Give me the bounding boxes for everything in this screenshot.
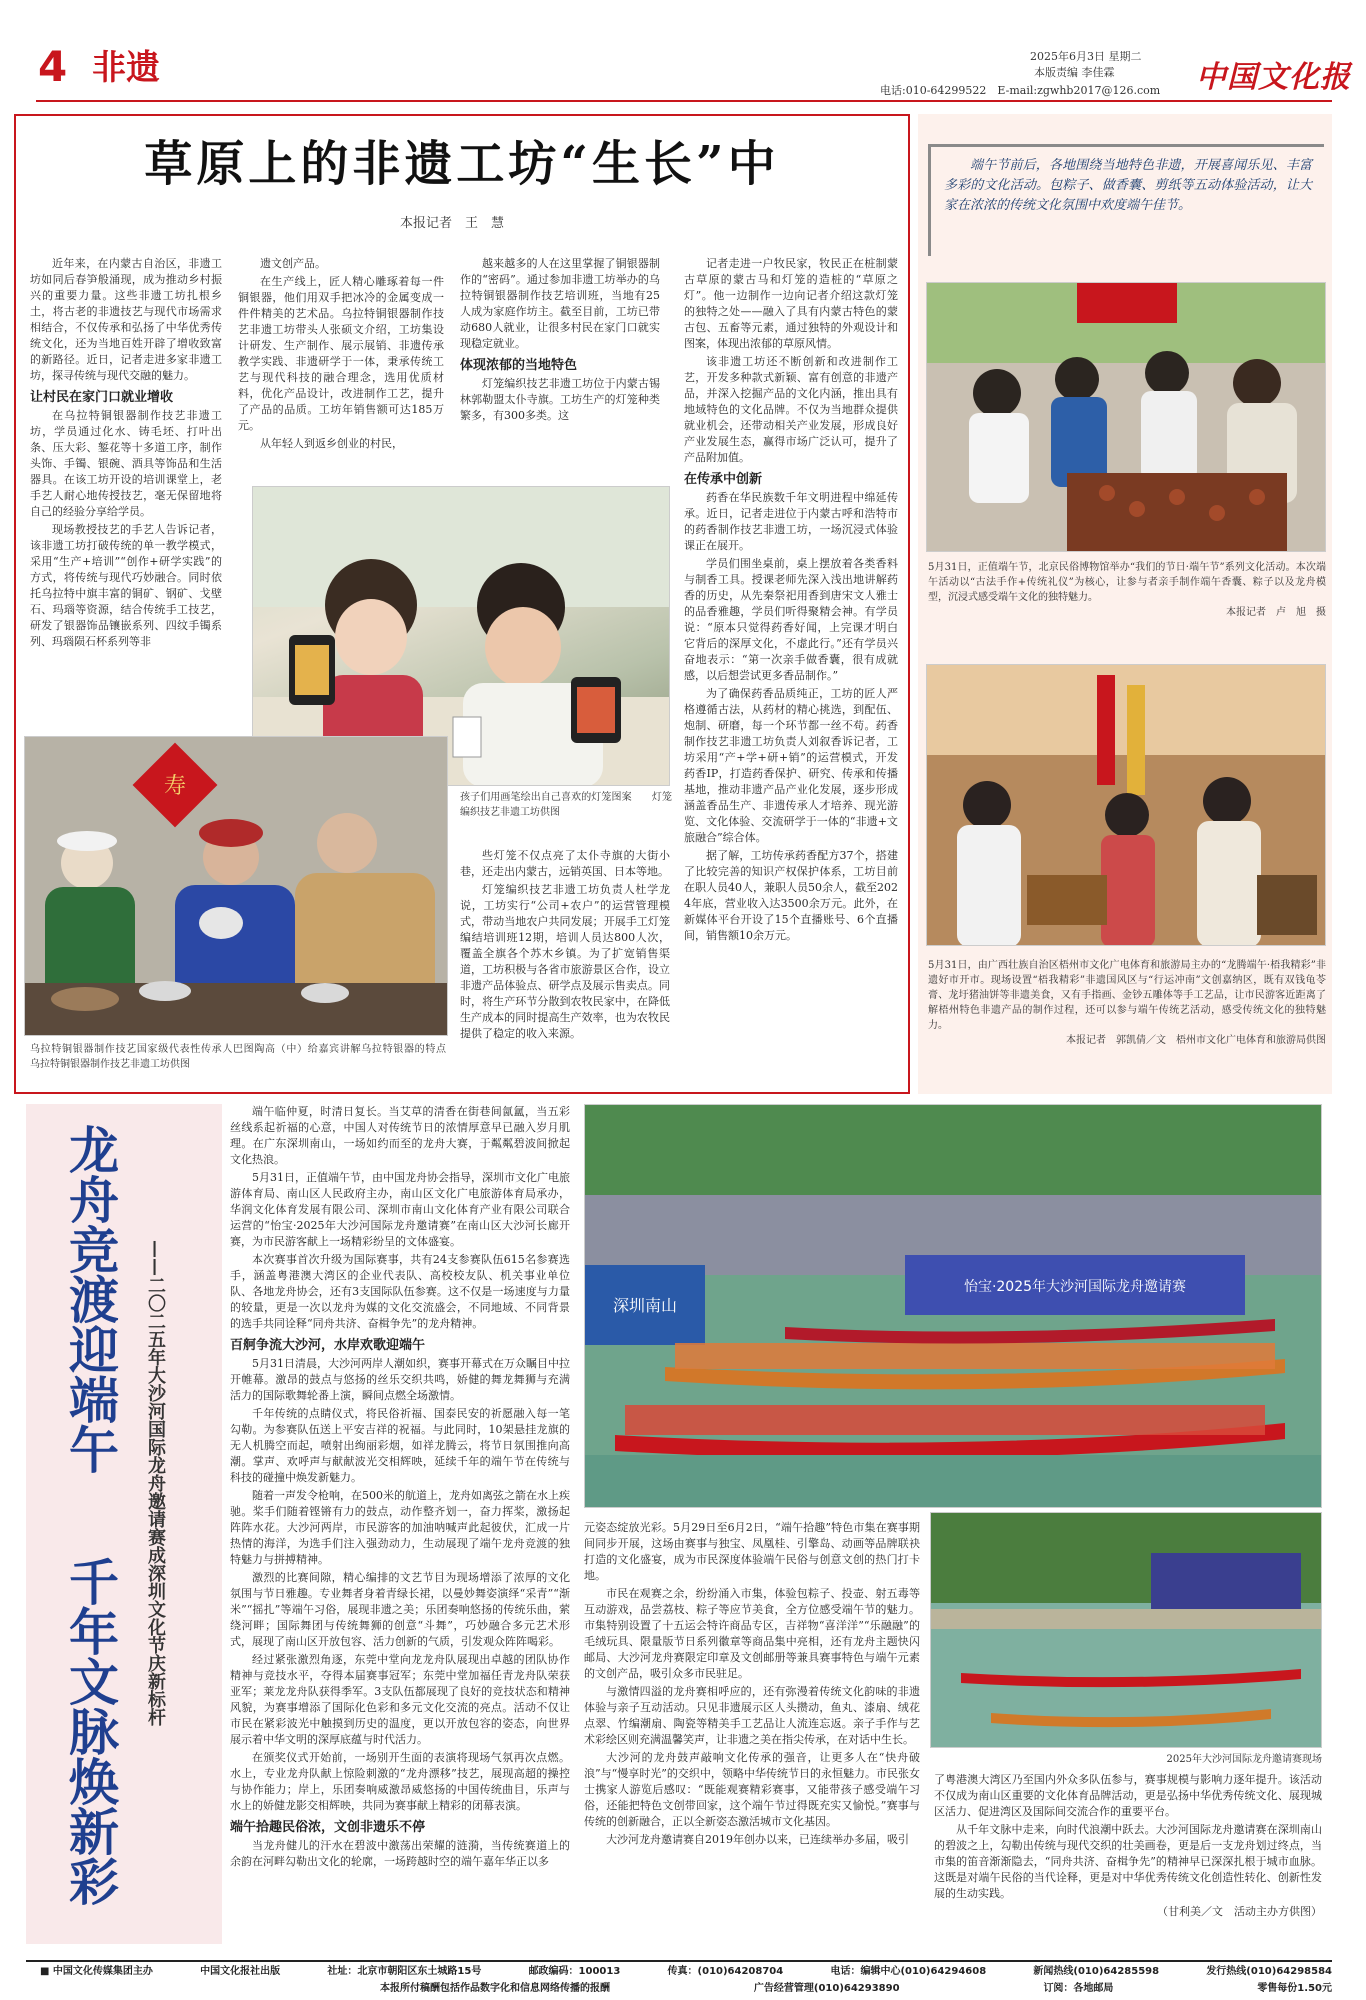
subhead-race: 百舸争流大沙河，水岸欢歌迎端午 <box>230 1338 426 1353</box>
subhead-folk: 端午拾趣民俗浓，文创非遗乐不停 <box>230 1820 426 1835</box>
sidebar-intro-text: 端午节前后，各地围绕当地特色非遗，开展喜闻乐见、丰富多彩的文化活动。包粽子、做香囊、剪纸等五动体验活动，让大家在浓浓的传统文化氛围中欢度端午佳节。 <box>944 158 1312 213</box>
dragon-col-3: 了粤港澳大湾区乃至国内外众多队伍参与，赛事规模与影响力逐年提升。该活动不仅成为南山区重要的文化体育品牌活动，更是弘扬中华优秀传统文化、展现城区活力、促进湾区及国际间交流合作的重要平台。 从千年文脉中走来，向时代浪潮中跃去。大沙河国际龙舟邀请赛在深圳南山的碧波之上，勾勒出传统与现代交织的壮美画卷，更是后一支龙舟划过终点，当市集的笛音渐渐隐去，“同舟共济、奋楫争先”的精神早已深深扎根于城市血脉。这既是对端午民俗的当代诠释，更是对中华优秀传统文化创造性转化、创新性发展的生动实践。 （甘利美／文 活动主办方供图） <box>934 1773 1322 1918</box>
footer-rule-top <box>26 1960 1332 1962</box>
lead-story-title: 草原上的非遗工坊“生长”中 <box>144 136 780 192</box>
dragon-boat-race-illustration <box>585 1105 1322 1508</box>
footer-price: 零售每份1.50元 <box>1257 1983 1332 1994</box>
sidebar-photo2-credit: 本报记者 郭凯倩／文 梧州市文化广电体育和旅游局供图 <box>1066 1035 1326 1046</box>
lead-col-1: 近年来，在内蒙古自治区，非遗工坊如同后春笋般涌现，成为推动乡村振兴的重要力量。这些非遗工坊扎根乡土，将古老的非遗技艺与现代市场需求相结合，不仅传承和弘扬了中华优秀传统文化，还为当地百姓开辟了增收致富的新路径。近日，记者走进多家非遗工坊，探寻传统与现代交融的魅力。 让村民在家门口就业增收 在乌拉特铜银器制作技艺非遗工坊，学员通过化水、铸毛坯、打叶出条、压大彩、錾花等十多道工序，制作头饰、手镯、银碗、酒具等饰品和生活器具。在该工坊开设的培训课堂上，老手艺人耐心地传授技艺，毫无保留地将自己的经验分享给学员。 现场教授技艺的手艺人告诉记者，该非遗工坊打破传统的单一教学模式，采用“生产+培训”“创作+研学实践”的方式，将传统与现代巧妙融合。同时依托乌拉特中旗丰富的铜矿、钢矿、戈壁石、玛瑙等资源，结合传统手工技艺，研发了银器饰品镶嵌系列、四纹手镯系列、玛瑙陨石杯系列等非 <box>30 257 222 648</box>
header-rule <box>36 100 1332 102</box>
footer-hotline: 新闻热线(010)64285598 <box>1033 1966 1160 1977</box>
footer-subscribe: 订阅：各地邮局 <box>1043 1983 1114 1994</box>
footer-royalty: 本报所付稿酬包括作品数字化和信息网络传播的报酬 <box>380 1983 610 1994</box>
silverware-photo-caption: 乌拉特铜银器制作技艺国家级代表性传承人巴图陶高（中）给嘉宾讲解乌拉特银器的特点 乌拉特铜银器制作技艺非遗工坊供图 <box>30 1044 516 1070</box>
dragon-col-2: 元姿态绽放光彩。5月29日至6月2日，“端午拾趣”特色市集在赛事期间同步开展，这场由赛事与独宝、凤凰桂、引擎岛、动画等品牌联袂打造的文化盛宴，成为市民深度体验端午民俗与创意文创的热门打卡地。 市民在观赛之余，纷纷涌入市集，体验包粽子、投壶、射五毒等互动游戏，品尝荔枝、粽子等应节美食，全方位感受端午节的魅力。市集特别设置了十五运会特许商品专区，吉祥物“喜洋洋”“乐融融”的毛绒玩具、限量版节日系列徽章等商品集中亮相，还有龙舟主题快闪邮局、大沙河龙舟赛限定印章及文创邮册等兼具赛事特色与端午元素的文创产品，吸引众多市民驻足。 与激情四溢的龙舟赛相呼应的，还有弥漫着传统文化韵味的非遗体验与亲子互动活动。只见非遗展示区人头攒动，鱼丸、漆扇、绒花点翠、竹编潮扇、陶瓷等精美手工艺品让人流连忘返。亲子手作与艺术彩绘区则充满温馨笑声，让非遗之美在指尖传承，在对话中生长。 大沙河的龙舟鼓声敲响文化传承的强音，让更多人在“快舟破浪”与“慢享时光”的交织中，领略中华传统节日的永恒魅力。市民张女士携家人游览后感叹：“既能观赛精彩赛事，又能带孩子感受端午习俗，还能把特色文创带回家，这个端午节过得既充实又愉悦。”赛事与传统的创新融合，正以全新姿态激活城市文化基因。 大沙河龙舟邀请赛自2019年创办以来，已连续举办多届，吸引 <box>584 1521 920 1846</box>
footer-postcode: 邮政编码：100013 <box>528 1966 621 1977</box>
silverware-craftsman-illustration <box>25 737 448 1036</box>
page-header <box>0 0 1366 100</box>
lead-col-4: 记者走进一户牧民家，牧民正在桩制蒙古草原的蒙古马和灯笼的造桩的“草原之灯”。他一边制作一边向记者介绍这款灯笼的独特之处——融入了具有内蒙古特色的蒙古包、五畜等元素，通过独特的外观设计和图案，体现出浓郁的草原风情。 该非遗工坊还不断创新和改进制作工艺，开发多种款式新颖、富有创意的非遗产品，并深入挖掘产品的文化内涵，推出具有地域特色的文化品牌。不仅为当地群众提供就业机会，还带动相关产业发展，形成良好产业发展生态，赢得市场广泛认可，提升了产品附加值。 在传承中创新 药香在华民族数千年文明进程中绵延传承。近日，记者走进位于内蒙古呼和浩特市的药香制作技艺非遗工坊，一场沉浸式体验课正在展开。 学员们围坐桌前，桌上摆放着各类香料与制香工具。授课老师先深入浅出地讲解药香的历史，从先秦祭祀用香到唐宋文人雅士的品香雅趣，学员们听得聚精会神。有学员说：“原本只觉得药香好闻，上完课才明白它背后的深厚文化，不虚此行。”还有学员兴奋地表示：“第一次亲手做香囊，很有成就感，以后想尝试更多香品制作。” 为了确保药香品质纯正，工坊的匠人严格遵循古法，从药材的精心挑选，到配伍、炮制、研磨，每一个环节都一丝不苟。药香制作技艺非遗工坊负责人刘叙香诉记者，工坊采用“产+学+研+销”的运营模式，开发药香IP，打造药香保护、研究、传承和传播基地，推动非遗产品产业化发展，逐步形成涵盖香品生产、非遗传承人才培养、现光游览、文化体验、交流研学于一体的“非遗+文旅融合”综合体。 据了解，工坊传承药香配方37个，搭建了比较完善的知识产权保护体系，工坊目前在职人员40人，兼职人员50余人，截至2024年底，营业收入达3500余万元。此外，在新媒体平台开设了15个直播账号、6个直播间，销售额10余万元。 <box>684 257 898 942</box>
dragon-photo-caption: 2025年大沙河国际龙舟邀请赛现场 <box>1166 1754 1322 1765</box>
dragon-credit: （甘利美／文 活动主办方供图） <box>1157 1905 1322 1918</box>
banner-title: 怡宝·2025年大沙河国际龙舟邀请赛 <box>963 1279 1187 1295</box>
river-scene-illustration <box>931 1513 1322 1748</box>
sidebar-photo2-caption: 5月31日，由广西壮族自治区梧州市文化广电体育和旅游局主办的“龙腾端午·梧我精彩”非遗好市开市。现场设置“梧我精彩”非遗国风区与“行运冲南”文创嘉纳区，既有双钱龟苓膏、龙圩猪油饼等非遗美食，又有手指画、金钞五雕体等手工艺品，让市民游客近距离了解梧州特色非遗产品的制作过程，还可以参与端午传统艺活动，感受传统文化的独特魅力。 本报记者 郭凯倩／文 梧州市文化广电体育和旅游局供图 <box>928 960 1326 1046</box>
footer-fax: 传真：(010)64208704 <box>667 1966 784 1977</box>
footer-press: 中国文化报社出版 <box>200 1966 281 1977</box>
footer-address: 社址：北京市朝阳区东土城路15号 <box>327 1966 482 1977</box>
footer-phone: 电话：编辑中心(010)64294608 <box>830 1966 987 1977</box>
dragon-subtitle: ——二〇二五年大沙河国际龙舟邀请赛成深圳文化节庆新标杆 <box>145 1240 166 1726</box>
header-contact: 电话:010-64299522 E-mail:zgwhb2017@126.com <box>880 84 1161 97</box>
dragon-boat-scene-photo <box>930 1512 1322 1748</box>
footer-ads: 广告经营管理(010)64293890 <box>753 1983 900 1994</box>
subhead-innovation: 在传承中创新 <box>684 472 763 487</box>
svg-text:寿: 寿 <box>163 774 187 799</box>
dragon-col-1: 端午临仲夏，时清日复长。当艾草的清香在街巷间氤氲，当五彩丝线系起祈福的心意，中国人对传统节日的浓情厚意早已融入岁月肌理。在广东深圳南山，一场如约而至的龙舟大赛，于粼粼碧波间掀起文化热浪。 5月31日，正值端午节，由中国龙舟协会指导，深圳市文化广电旅游体育局、南山区人民政府主办，南山区文化广电旅游体育局承办，华润文化体育发展有限公司、深圳市南山文化体育产业有限公司联合运营的“怡宝·2025年大沙河国际龙舟邀请赛”在南山区大沙河长廊开赛，为市民游客献上一场精彩纷呈的文体盛宴。 本次赛事首次升级为国际赛事，共有24支参赛队伍615名参赛选手，涵盖粤港澳大湾区的企业代表队、高校校友队、机关事业单位队、各地龙舟协会，还有3支国际队伍参赛。这不仅是一场速度与力量的较量，更是一次以龙舟为媒的文化交流盛会，不同地域、不同背景的选手共同诠释“同舟共济、奋楫争先”的龙舟精神。 百舸争流大沙河，水岸欢歌迎端午 5月31日清晨，大沙河两岸人潮如织，赛事开幕式在万众瞩目中拉开帷幕。激昂的鼓点与悠扬的丝乐交织共鸣，娇健的舞龙舞狮与充满活力的国际歌舞轮番上演，瞬间点燃全场激情。 千年传统的点睛仪式，将民俗祈福、国泰民安的祈愿融入每一笔勾勒。为参赛队伍送上平安吉祥的祝福。与此同时，10架悬挂龙旗的无人机腾空而起，喷射出绚丽彩烟，如祥龙腾云，将节日氛围推向高潮。掌声、欢呼声与献献波光交相辉映，延续千年的端午节在传统与科技的碰撞中焕发新魅力。 随着一声发令枪响，在500米的航道上，龙舟如离弦之箭在水上疾驰。桨手们随着铿锵有力的鼓点，动作整齐划一，奋力挥桨，激扬起阵阵水花。大沙河两岸，市民游客的加油呐喊声此起彼伏，汇成一片热情的海洋，为选手们注入强劲动力，生动展现了端午龙舟竞渡的独特魅力与拼搏精神。 激烈的比赛间隙，精心编排的文艺节目为现场增添了浓厚的文化氛围与节日雅趣。专业舞者身着青绿长裙，以曼妙舞姿演绎“采青”“渐米”“摇扎”等端午习俗，展现非遗之美；乐团奏响悠扬的传统乐曲，萦绕河畔；国际舞团与传统舞狮的创意“斗舞”，巧妙融合多元艺术形式，展现了南山区开放包容、活力创新的气质，引发观众阵阵喝彩。 经过紧张激烈角逐，东莞中堂向龙龙舟队展现出卓越的团队协作精神与竞技水平，夺得本届赛事冠军；东莞中堂加福任青龙舟队荣获亚军；莱龙龙舟队获得季军。3支队伍都展现了良好的竞技状态和精神风貌，为赛事增添了国际化色彩和多元文化交流的亮点。活动不仅让市民在紧彩波光中触摸到历史的温度，更以开放包容的姿态，向世界展示着中华文明的深厚底蕴与时代活力。 在颁奖仪式开始前，一场别开生面的表演将现场气氛再次点燃。水上，专业龙舟队献上惊险刺激的“龙舟漂移”技艺，展现高超的操控与协作能力；岸上，乐团奏响威激昂威悠扬的中国传统曲目，乐声与水上的娇健龙影交相辉映，共同为赛事献上精彩的闭幕表演。 端午拾趣民俗浓，文创非遗乐不停 当龙舟健儿的汗水在碧波中激荡出荣耀的涟漪，当传统赛道上的余韵在河畔勾勒出文化的轮廓，一场跨越时空的端午嘉年华正以多 <box>230 1105 570 1868</box>
dragon-boat-festival-kids-photo <box>926 282 1326 552</box>
subhead-local-features: 体现浓郁的当地特色 <box>460 358 578 373</box>
sidebar-photo1-caption: 5月31日，正值端午节，北京民俗博物馆举办“我们的节日·端午节”系列文化活动。本次端午活动以“古法手作+传统礼仪”为核心，让参与者亲手制作端午香囊、粽子以及龙舟模型，沉浸式感受端午文化的独特魅力。 本报记者 卢 旭 摄 <box>928 562 1326 618</box>
section-title: 非遗 <box>92 48 160 88</box>
footer-distribution: 发行热线(010)64298584 <box>1206 1966 1332 1977</box>
subhead-employment: 让村民在家门口就业增收 <box>30 390 174 405</box>
header-editor: 本版责编 李佳霖 <box>1034 66 1115 79</box>
dragon-title-line1: 龙舟竞渡迎端午 <box>61 1124 120 1474</box>
lead-story-byline: 本报记者 王 慧 <box>400 216 505 231</box>
footer-row-2 <box>380 1981 1332 1997</box>
lead-col-2: 遗文创产品。 在生产线上，匠人精心雕琢着每一件铜银器，他们用双手把冰冷的金属变成一件件精美的艺术品。乌拉特铜银器制作技艺非遗工坊带头人张硕文介绍，工坊集设计研发、生产制作、展示展销、非遗传承教学实践、非遗研学于一体，秉承传统工艺与现代科技的融合理念，选用优质材料，优化产品设计，改进制作工艺，提升了产品的品质。工坊年销售额可达185万元。 从年轻人到返乡创业的村民， <box>238 257 444 450</box>
banner-logo: 深圳南山 <box>612 1296 678 1315</box>
lantern-photo-caption: 孩子们用画笔绘出自己喜欢的灯笼图案 灯笼编织技艺非遗工坊供图 <box>460 792 672 818</box>
footer-publisher: ■ 中国文化传媒集团主办 <box>40 1966 153 1977</box>
page-number: 4 <box>38 42 68 91</box>
dragon-boat-race-photo <box>584 1104 1322 1508</box>
footer-row-1 <box>40 1964 1332 1980</box>
zongzi-activity-illustration <box>927 283 1326 552</box>
lead-col-3: 越来越多的人在这里掌握了铜银器制作的“密码”。通过参加非遗工坊举办的乌拉特铜银器制作技艺培训班，当地有25人成为家庭作坊主。截至目前，工坊已带动680人就业，让很多村民在家门口就实现稳定就业。 体现浓郁的当地特色 灯笼编织技艺非遗工坊位于内蒙古锡林郭勒盟太仆寺旗。工坊生产的灯笼种类繁多，有300多类。这 <box>460 257 660 422</box>
sidebar-photo1-credit: 本报记者 卢 旭 摄 <box>1226 607 1326 618</box>
dragon-story-title-panel <box>26 1104 222 1944</box>
lead-col-3-bottom: 些灯笼不仅点亮了太仆寺旗的大街小巷，还走出内蒙古，远销英国、日本等地。 灯笼编织技艺非遗工坊负责人杜学龙说，工坊实行“公司+农户”的运营管理模式，带动当地农户共同发展；开展手工灯笼编结培训班12期，培训人员达800人次，覆盖全旗各个苏木乡镇。为了扩宽销售渠道，工坊积极与各省市旅游景区合作，设立非遗产品体验点、研学点及展示售卖点。同时，将生产环节分散到农牧民家中，在降低生产成本的同时提高生产效率，也为农牧民提供了稳定的收入来源。 <box>460 849 670 1040</box>
wuzhou-market-photo <box>926 664 1326 946</box>
dragon-title-line2: 千年文脉焕新彩 <box>61 1556 120 1906</box>
heritage-market-illustration <box>927 665 1326 946</box>
masthead-logo: 中国文化报 <box>1196 60 1351 95</box>
header-date: 2025年6月3日 星期二 <box>1030 50 1142 63</box>
silverware-craftsman-photo <box>24 736 448 1036</box>
